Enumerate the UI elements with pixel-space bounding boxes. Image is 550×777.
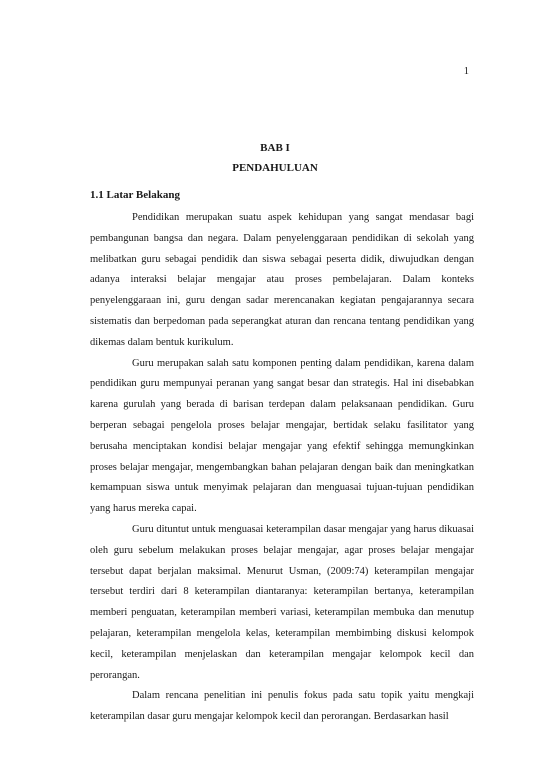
page-number: 1 bbox=[463, 66, 469, 77]
paragraph: Guru dituntut untuk menguasai keterampilan dasar mengajar yang harus dikuasai oleh guru sebelum melakukan proses belajar mengajar, agar proses belajar mengajar tersebut dapat berjalan maksimal. Menurut Usman, (2009:74) keterampilan mengajar tersebut terdiri dari 8 keterampilan diantaranya: keterampilan bertanya, keterampilan memberi penguatan, keterampilan memberi variasi, keterampilan membuka dan menutup pelajaran, keterampilan mengelola kelas, keterampilan membimbing diskusi kelompok kecil, keterampilan menjelaskan dan keterampilan mengajar kelompok kecil dan perorangan. bbox=[90, 523, 474, 681]
chapter-label: BAB I bbox=[260, 142, 290, 154]
paragraph: Pendidikan merupakan suatu aspek kehidupan yang sangat mendasar bagi pembangunan bangsa dan negara. Dalam penyelenggaraan pendidikan di sekolah yang melibatkan guru sebagai pendidik dan siswa sebagai peserta didik, diwujudkan dengan adanya interaksi belajar mengajar atau proses pembelajaran. Dalam konteks penyelenggaraan ini, guru dengan sadar merencanakan kegiatan pengajarannya secara sistematis dan berpedoman pada seperangkat aturan dan rencana tentang pendidikan yang dikemas dalam bentuk kurikulum. bbox=[90, 212, 474, 348]
paragraph: Guru merupakan salah satu komponen penting dalam pendidikan, karena dalam pendidikan guru mempunyai peranan yang sangat besar dan strategis. Hal ini disebabkan karena gurulah yang berada di barisan terdepan dalam pelaksanaan pendidikan. Guru berperan sebagai pengelola proses belajar mengajar, bertidak selaku fasilitator yang berusaha menciptakan kondisi belajar mengajar yang efektif sehingga memungkinkan proses belajar mengajar, mengembangkan bahan pelajaran dengan baik dan meningkatkan kemampuan siswa untuk menyimak pelajaran dan menguasai tujuan-tujuan pendidikan yang harus mereka capai. bbox=[90, 357, 474, 515]
chapter-title: PENDAHULUAN bbox=[232, 162, 318, 174]
body-text bbox=[90, 208, 474, 728]
paragraph: Dalam rencana penelitian ini penulis fokus pada satu topik yaitu mengkaji keterampilan dasar guru mengajar kelompok kecil dan perorangan. Berdasarkan hasil bbox=[90, 690, 474, 723]
chapter-header bbox=[0, 138, 550, 178]
section-heading: 1.1 Latar Belakang bbox=[90, 189, 180, 201]
